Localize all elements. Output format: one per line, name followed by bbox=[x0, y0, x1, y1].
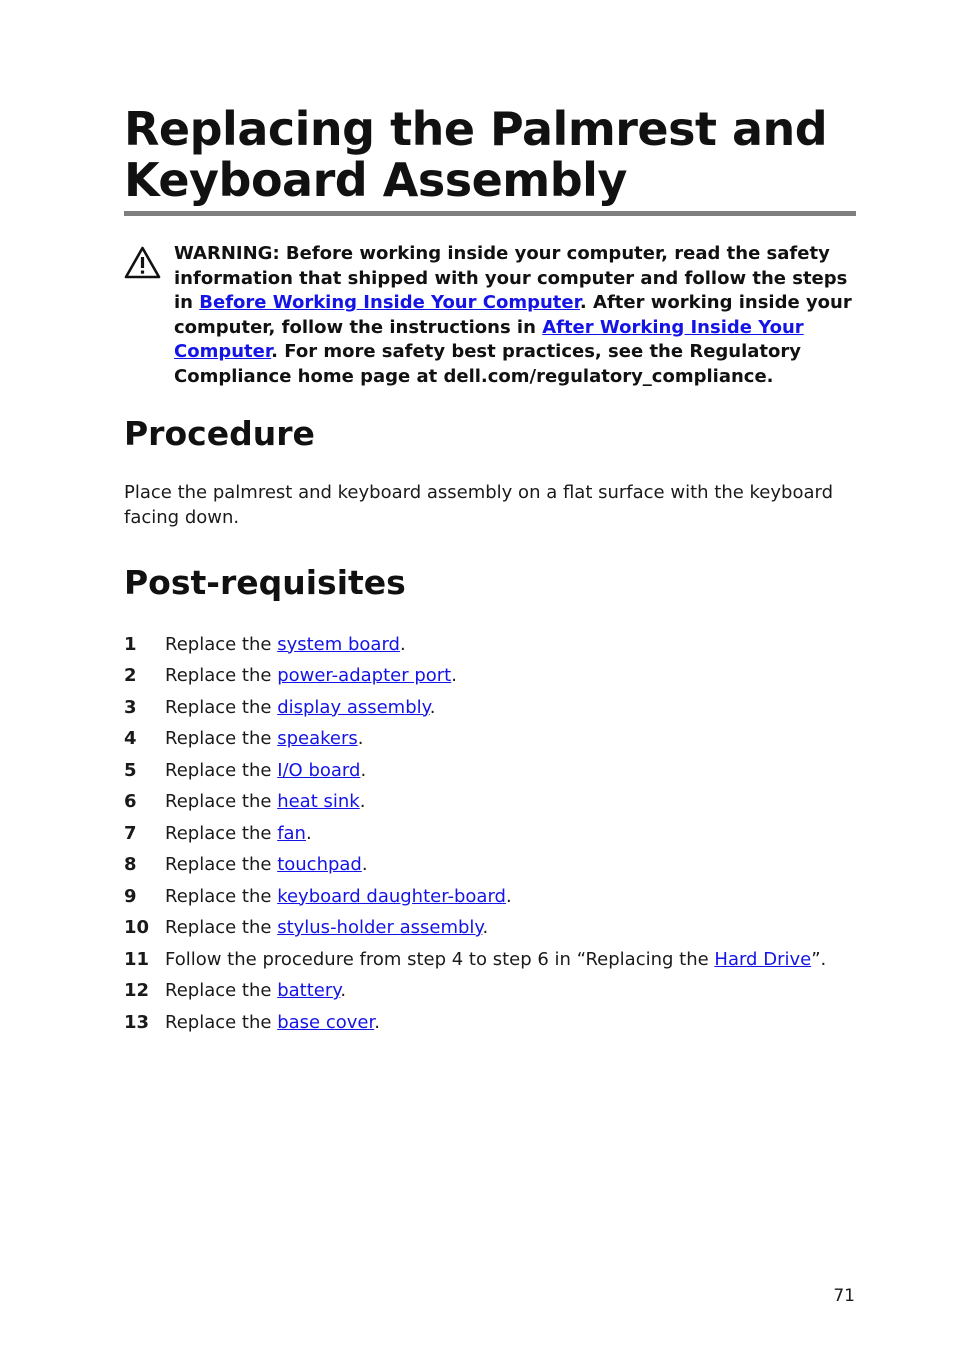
before-working-link[interactable]: Before Working Inside Your Computer bbox=[199, 292, 580, 314]
step-number: 8 bbox=[124, 854, 137, 876]
step-text-end: . bbox=[357, 728, 364, 750]
postrequisites-heading: Post-requisites bbox=[124, 562, 406, 602]
step-text: Replace the bbox=[165, 633, 278, 655]
step-text: Replace the bbox=[165, 665, 278, 687]
page-content bbox=[124, 104, 856, 1041]
step-number: 12 bbox=[124, 980, 150, 1002]
step-text-end: . bbox=[482, 917, 489, 939]
step-link[interactable]: base cover bbox=[277, 1011, 375, 1033]
step-link[interactable]: system board bbox=[277, 633, 400, 655]
step-link[interactable]: keyboard daughter-board bbox=[277, 885, 506, 907]
step-number: 6 bbox=[124, 791, 137, 813]
step-link[interactable]: battery bbox=[277, 980, 341, 1002]
step-link[interactable]: power-adapter port bbox=[277, 665, 452, 687]
page-title: Replacing the Palmrest and Keyboard Assembly bbox=[124, 102, 828, 207]
step-number: 3 bbox=[124, 696, 137, 718]
step-text-end: ”. bbox=[811, 948, 827, 970]
step-text: Replace the bbox=[165, 917, 278, 939]
list-item bbox=[124, 1010, 856, 1035]
step-text: Replace the bbox=[165, 854, 278, 876]
step-text-end: . bbox=[451, 665, 457, 687]
step-text: Replace the bbox=[165, 822, 278, 844]
warning-text-1: WARNING: Before working inside your computer, read the safety information that shipped with your computer and follow the steps in bbox=[174, 243, 848, 314]
step-link[interactable]: touchpad bbox=[277, 854, 362, 876]
list-item bbox=[124, 821, 856, 846]
warning-notice bbox=[124, 242, 856, 390]
list-item bbox=[124, 632, 856, 657]
step-number: 7 bbox=[124, 822, 137, 844]
step-number: 5 bbox=[124, 759, 137, 781]
step-link[interactable]: heat sink bbox=[277, 791, 360, 813]
step-text-end: . bbox=[374, 1011, 380, 1033]
step-text: Replace the bbox=[165, 759, 278, 781]
step-text: Replace the bbox=[165, 696, 278, 718]
step-text-end: . bbox=[361, 854, 368, 876]
step-text-end: . bbox=[359, 791, 366, 813]
step-text-end: . bbox=[429, 696, 436, 718]
list-item bbox=[124, 789, 856, 814]
step-text: Replace the bbox=[165, 980, 278, 1002]
list-item bbox=[124, 852, 856, 877]
step-text-end: . bbox=[399, 633, 406, 655]
procedure-heading: Procedure bbox=[124, 413, 315, 453]
step-text: Replace the bbox=[165, 1011, 278, 1033]
step-link[interactable]: stylus-holder assembly bbox=[277, 917, 483, 939]
warning-text-2: . After working inside your computer, follow the instructions in bbox=[174, 292, 852, 338]
step-number: 9 bbox=[124, 885, 137, 907]
step-link[interactable]: Hard Drive bbox=[714, 948, 812, 970]
step-text: Replace the bbox=[165, 728, 278, 750]
step-link[interactable]: fan bbox=[277, 822, 306, 844]
warning-triangle-icon bbox=[124, 246, 161, 279]
list-item bbox=[124, 884, 856, 909]
postrequisites-list bbox=[124, 632, 856, 1035]
list-item bbox=[124, 947, 856, 972]
list-item bbox=[124, 695, 856, 720]
step-text-end: . bbox=[505, 885, 512, 907]
step-text-end: . bbox=[305, 822, 312, 844]
warning-text-3: . For more safety best practices, see the Regulatory Compliance home page at dell.com/regulatory_compliance. bbox=[174, 341, 801, 387]
step-text: Replace the bbox=[165, 885, 278, 907]
list-item bbox=[124, 915, 856, 940]
step-number: 1 bbox=[124, 633, 137, 655]
after-working-link[interactable]: After Working Inside Your Computer bbox=[174, 316, 804, 363]
step-text: Follow the procedure from step 4 to step 6 in “Replacing the bbox=[165, 948, 715, 970]
list-item bbox=[124, 758, 856, 783]
step-number: 13 bbox=[124, 1011, 150, 1033]
title-divider bbox=[124, 211, 856, 216]
step-number: 4 bbox=[124, 728, 137, 750]
step-text-end: . bbox=[340, 980, 347, 1002]
step-number: 10 bbox=[124, 917, 150, 939]
list-item bbox=[124, 663, 856, 688]
step-number: 11 bbox=[124, 948, 150, 970]
list-item bbox=[124, 726, 856, 751]
step-link[interactable]: display assembly bbox=[277, 696, 430, 718]
list-item bbox=[124, 978, 856, 1003]
procedure-text: Place the palmrest and keyboard assembly on a flat surface with the keyboard facing down. bbox=[124, 481, 834, 528]
step-link[interactable]: speakers bbox=[277, 728, 358, 750]
step-text-end: . bbox=[360, 759, 367, 781]
step-link[interactable]: I/O board bbox=[277, 759, 361, 781]
step-text: Replace the bbox=[165, 791, 278, 813]
step-number: 2 bbox=[124, 665, 137, 687]
page-number: 71 bbox=[833, 1286, 855, 1306]
